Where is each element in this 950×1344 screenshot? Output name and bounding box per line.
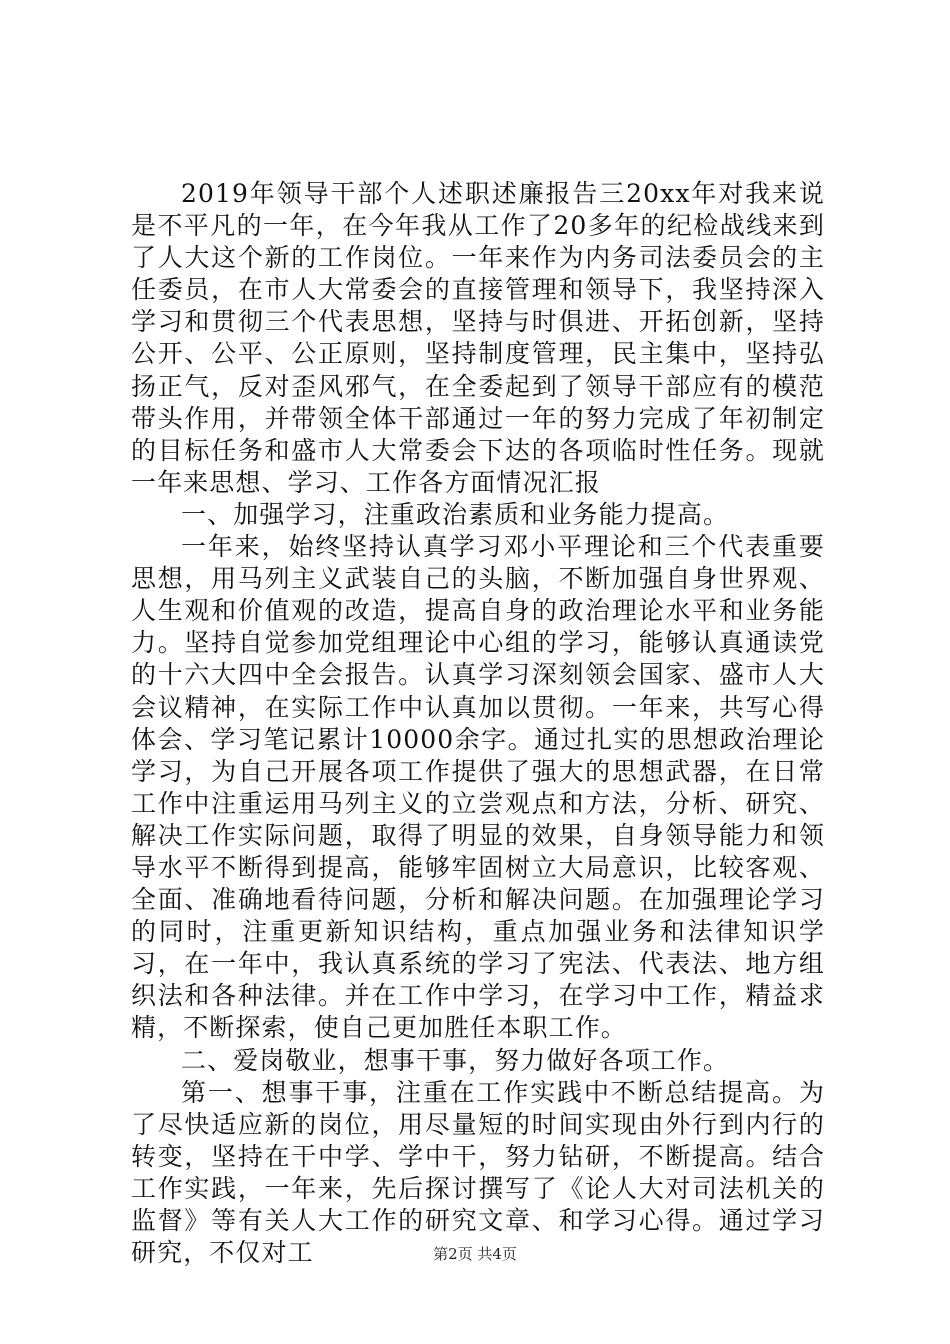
- section-heading-2: 二、爱岗敬业，想事干事，努力做好各项工作。: [181, 1045, 730, 1075]
- document-body: [131, 178, 825, 1269]
- section-heading-1: 一、加强学习，注重政治素质和业务能力提高。: [181, 499, 730, 529]
- paragraph-work: 第一、想事干事，注重在工作实践中不断总结提高。为了尽快适应新的岗位，用尽量短的时间实现由外行到内行的转变，坚持在干中学、学中干，努力钻研，不断提高。结合工作实践，一年来，先后探讨撰写了《论人大对司法机关的监督》等有关人大工作的研究文章、和学习心得。通过学习研究，不仅对工: [131, 1077, 825, 1268]
- paragraph-intro: 2019年领导干部个人述职述廉报告三20xx年对我来说是不平凡的一年，在今年我从工作了20多年的纪检战线来到了人大这个新的工作岗位。一年来作为内务司法委员会的主任委员，在市人大常委会的直接管理和领导下，我坚持深入学习和贯彻三个代表思想，坚持与时俱进、开拓创新，坚持公开、公平、公正原则，坚持制度管理，民主集中，坚持弘扬正气，反对歪风邪气，在全委起到了领导干部应有的模范带头作用，并带领全体干部通过一年的努力完成了年初制定的目标任务和盛市人大常委会下达的各项临时性任务。现就一年来思想、学习、工作各方面情况汇报: [131, 179, 825, 497]
- paragraph-study: 一年来，始终坚持认真学习邓小平理论和三个代表重要思想，用马列主义武装自己的头脑，不断加强自身世界观、人生观和价值观的改造，提高自身的政治理论水平和业务能力。坚持自觉参加党组理论中心组的学习，能够认真通读党的十六大四中全会报告。认真学习深刻领会国家、盛市人大会议精神，在实际工作中认真加以贯彻。一年来，共写心得体会、学习笔记累计10000余字。通过扎实的思想政治理论学习，为自己开展各项工作提供了强大的思想武器，在日常工作中注重运用马列主义的立尝观点和方法，分析、研究、解决工作实际问题，取得了明显的效果，自身领导能力和领导水平不断得到提高，能够牢固树立大局意识，比较客观、全面、准确地看待问题，分析和解决问题。在加强理论学习的同时，注重更新知识结构，重点加强业务和法律知识学习，在一年中，我认真系统的学习了宪法、代表法、地方组织法和各种法律。并在工作中学习，在学习中工作，精益求精，不断探索，使自己更加胜任本职工作。: [131, 532, 825, 1043]
- page-number-footer: 第2页 共4页: [433, 1245, 517, 1263]
